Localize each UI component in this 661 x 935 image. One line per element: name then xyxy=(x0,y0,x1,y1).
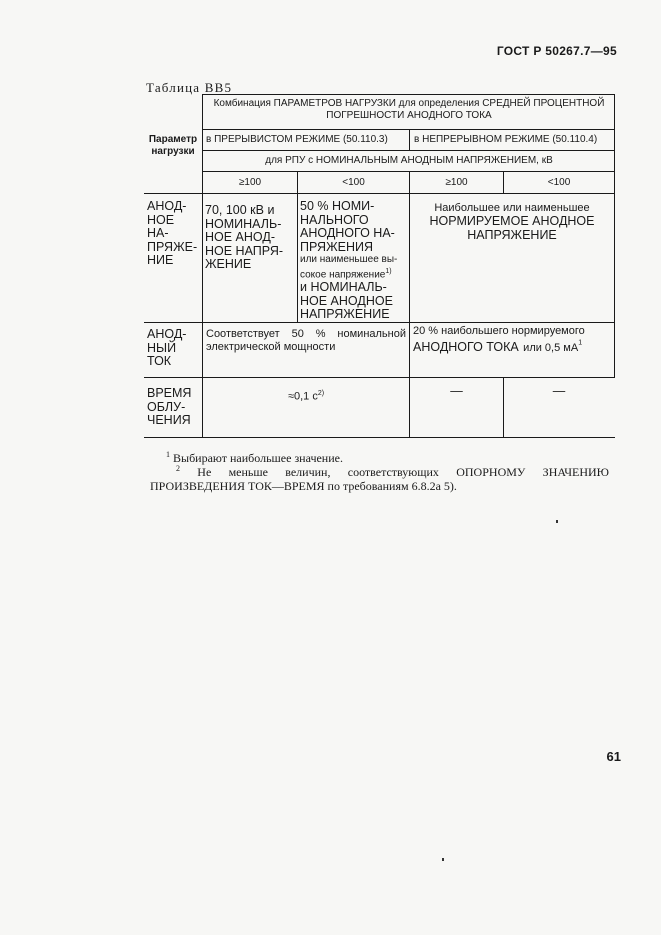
footnote-2 xyxy=(150,462,609,493)
anode-current-alt-value: или 0,5 мА xyxy=(523,342,579,354)
mode-continuous-header: в НЕПРЕРЫВНОМ РЕЖИМЕ (50.110.4) xyxy=(414,134,598,145)
column-header: <100 xyxy=(342,177,365,188)
voltage-header: для РПУ с НОМИНАЛЬНЫМ АНОДНЫМ НАПРЯЖЕНИЕМ, кВ xyxy=(265,155,553,166)
irradiation-time-col3: — xyxy=(450,384,463,398)
anode-voltage-col2 xyxy=(300,200,408,322)
table-rule xyxy=(614,94,615,377)
footnote-ref: 1 xyxy=(578,339,583,347)
mode-intermittent-header: в ПРЕРЫВИСТОМ РЕЖИМЕ (50.110.3) xyxy=(206,134,388,145)
anode-voltage-col2-main: 50 % НОМИ-НАЛЬНОГО АНОДНОГО НА-ПРЯЖЕНИЯ xyxy=(300,199,395,254)
anode-voltage-col2-alt-text: или наименьшее вы-сокое напряжение xyxy=(300,254,398,281)
footnote-ref: 2) xyxy=(317,390,325,397)
anode-voltage-col34 xyxy=(414,202,610,242)
footnote-mark: 1 xyxy=(166,450,170,459)
scan-speck xyxy=(556,520,558,523)
page-number: 61 xyxy=(606,749,621,764)
footnote-text: Не меньше величин, соответствующих ОПОРНОМУ ЗНАЧЕНИЮ ПРОИЗВЕДЕНИЯ ТОК—ВРЕМЯ по требованиям 6.8.2а 5). xyxy=(150,465,610,493)
anode-current-col34-percent: 20 % наибольшего нормируемого xyxy=(413,325,585,337)
table-rule xyxy=(202,150,615,151)
column-header: <100 xyxy=(547,177,571,188)
scan-speck xyxy=(442,858,444,861)
table-rule xyxy=(409,129,410,150)
anode-voltage-col2-nominal: и НОМИНАЛЬ-НОЕ АНОДНОЕ НАПРЯЖЕНИЕ xyxy=(300,280,393,322)
param-anode-voltage: АНОД-НОЕ НА-ПРЯЖЕ-НИЕ xyxy=(147,199,198,267)
anode-current-col34 xyxy=(413,325,612,356)
anode-current-col12: Соответствует 50 % номинальной электрической мощности xyxy=(206,328,406,353)
irradiation-time-col12 xyxy=(203,387,409,404)
param-header: Параметр нагрузки xyxy=(148,134,198,157)
irradiation-time-col4: — xyxy=(552,384,566,398)
anode-voltage-col2-alt xyxy=(300,254,408,281)
table-rule xyxy=(202,94,615,95)
table-rule xyxy=(144,322,615,323)
anode-current-col34-value xyxy=(413,338,612,356)
table-rule xyxy=(297,171,298,322)
column-header: ≥100 xyxy=(445,177,468,188)
footnote-text: Выбирают наибольшее значение. xyxy=(173,451,343,465)
table-bb5 xyxy=(144,94,615,438)
combination-header: Комбинация ПАРАМЕТРОВ НАГРУЗКИ для определения СРЕДНЕЙ ПРОЦЕНТНОЙ ПОГРЕШНОСТИ АНОДНОГО ТОКА xyxy=(213,98,605,121)
footnote-mark: 2 xyxy=(176,464,180,473)
irradiation-time-value: ≈0,1 с xyxy=(287,390,318,403)
table-rule xyxy=(144,377,615,378)
anode-voltage-col34-minmax: Наибольшее или наименьшее xyxy=(434,202,590,214)
table-rule xyxy=(144,193,615,194)
footnote-ref: 1) xyxy=(385,268,392,275)
table-caption: Таблица ВВ5 xyxy=(146,80,233,95)
param-irradiation-time: ВРЕМЯ ОБЛУ-ЧЕНИЯ xyxy=(147,386,192,427)
anode-voltage-col1: 70, 100 кВ и НОМИНАЛЬ-НОЕ АНОД-НОЕ НАПРЯ-ЖЕНИЕ xyxy=(205,203,284,271)
anode-voltage-col34-rated: НОРМИРУЕМОЕ АНОДНОЕ НАПРЯЖЕНИЕ xyxy=(429,214,595,242)
column-header: ≥100 xyxy=(238,177,262,188)
param-anode-current: АНОД-НЫЙ ТОК xyxy=(147,327,187,368)
anode-current-label: АНОДНОГО ТОКА xyxy=(413,340,519,354)
table-rule xyxy=(144,437,615,438)
standard-header: ГОСТ Р 50267.7—95 xyxy=(496,44,617,58)
